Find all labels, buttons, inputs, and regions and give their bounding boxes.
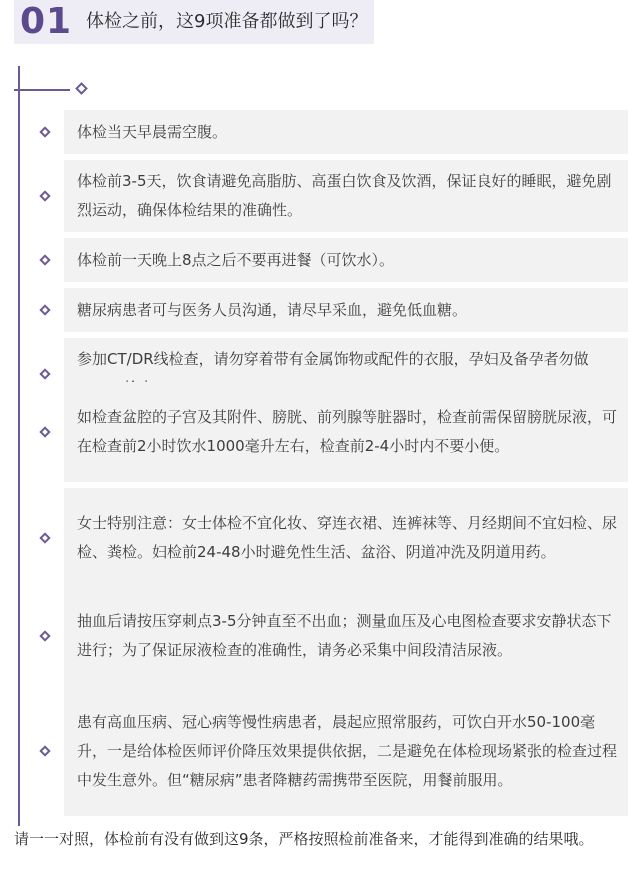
list-item [30, 238, 630, 282]
list-item [30, 488, 630, 588]
list-item-text: 抽血后请按压穿刺点3-5分钟直至不出血；测量血压及心电图检查要求安静状态下进行；为了保证尿液检查的准确性，请务必采集中间段清洁尿液。 [64, 586, 628, 686]
section-header [14, 0, 374, 44]
list-item [30, 586, 630, 686]
diamond-icon [39, 304, 50, 315]
list-item-text: 女士特别注意：女士体检不宜化妆、穿连衣裙、连裤袜等、月经期间不宜妇检、尿检、粪检。妇检前24-48小时避免性生活、盆浴、阴道冲洗及阴道用药。 [64, 488, 628, 588]
section-number: 01 [20, 1, 73, 42]
diamond-icon [39, 126, 50, 137]
list-item [30, 110, 630, 154]
list-item [30, 382, 630, 482]
list-item-text: 患有高血压病、冠心病等慢性病患者，晨起应照常服药，可饮白开水50-100毫升，一是给体检医师评价降压效果提供依据，二是避免在体检现场紧张的检查过程中发生意外。但“糖尿病”患者降糖药需携带至医院，用餐前服用。 [64, 686, 628, 816]
timeline-vertical-line [18, 66, 20, 826]
list-item-text: 糖尿病患者可与医务人员沟通，请尽早采血，避免低血糖。 [64, 288, 628, 332]
diamond-icon [39, 190, 50, 201]
diamond-icon [39, 745, 50, 756]
list-item-text: 如检查盆腔的子宫及其附件、膀胱、前列腺等脏器时，检查前需保留膀胱尿液，可在检查前2小时饮水1000毫升左右，检查前2-4小时内不要小便。 [64, 382, 628, 482]
list-item-text: 体检当天早晨需空腹。 [64, 110, 628, 154]
diamond-icon [75, 82, 88, 95]
diamond-icon [39, 368, 50, 379]
diamond-icon [39, 630, 50, 641]
diamond-icon [39, 254, 50, 265]
list-item [30, 288, 630, 332]
list-item-text: 参加CT/DR线检查，请勿穿着带有金属饰物或配件的衣服，孕妇及备孕者勿做 [64, 338, 628, 410]
diamond-icon [39, 532, 50, 543]
list-item [30, 160, 630, 232]
list-item-text: 体检前一天晚上8点之后不要再进餐（可饮水）。 [64, 238, 628, 282]
list-item [30, 686, 630, 816]
footer-note: 请一一对照，体检前有没有做到这9条，严格按照检前准备来，才能得到准确的结果哦。 [14, 830, 594, 848]
timeline-horizontal-line [14, 89, 70, 91]
list-item-text: 体检前3-5天，饮食请避免高脂肪、高蛋白饮食及饮酒，保证良好的睡眠，避免剧烈运动，确保体检结果的准确性。 [64, 160, 628, 232]
section-title: 体检之前，这9项准备都做到了吗？ [86, 11, 368, 32]
diamond-icon [39, 426, 50, 437]
